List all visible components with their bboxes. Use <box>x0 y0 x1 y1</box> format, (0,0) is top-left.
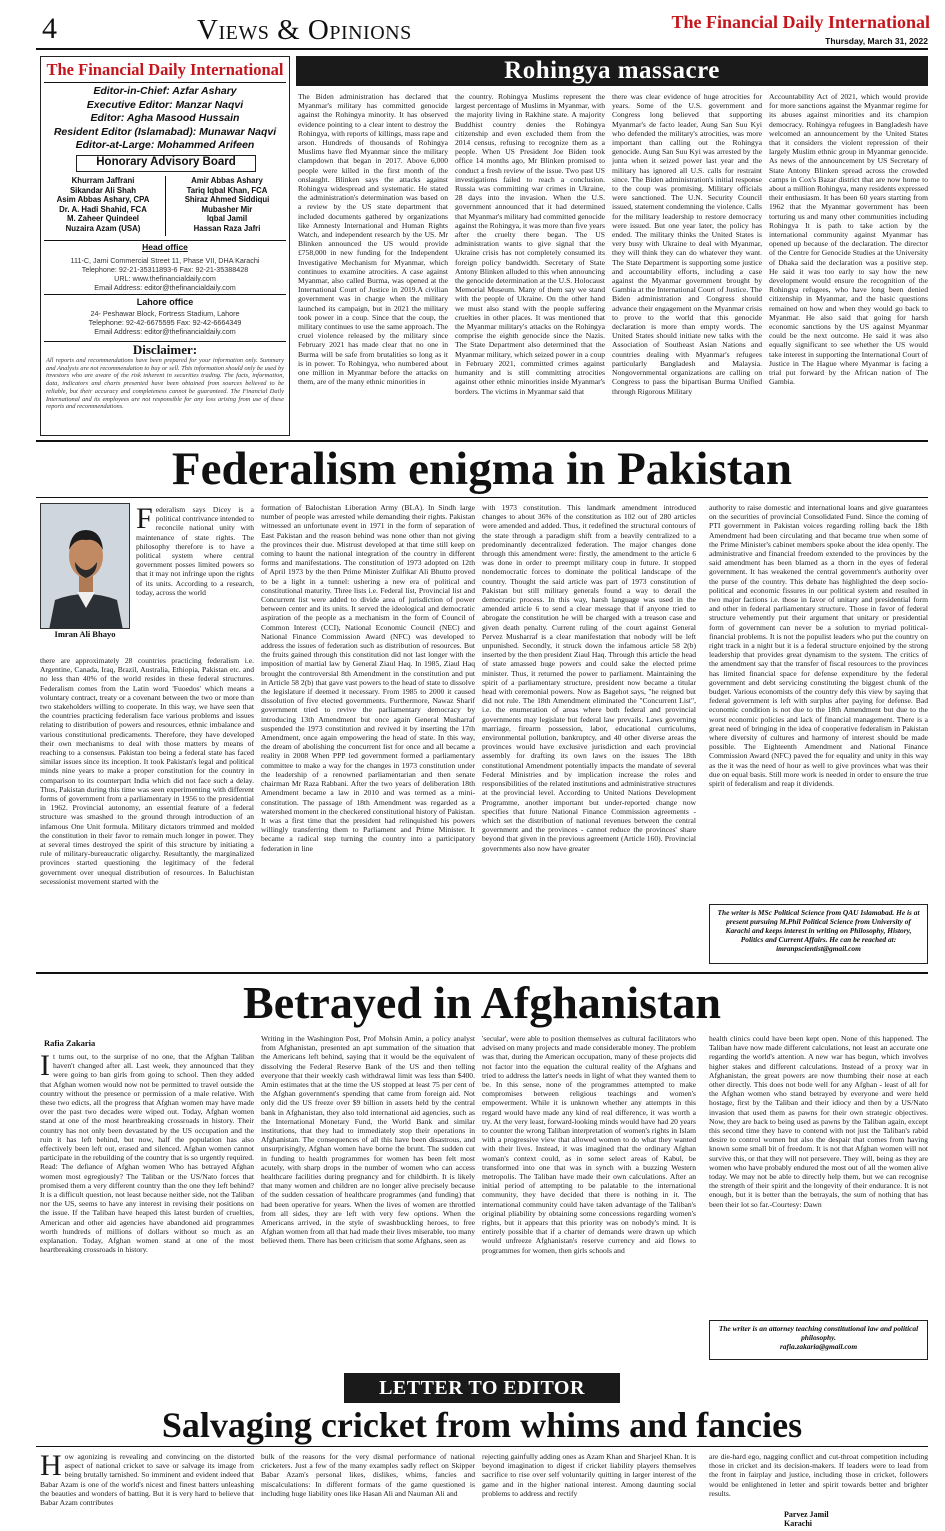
editorial-column <box>298 92 448 434</box>
editorial-paragraph: the country. Rohingya Muslims represent the largest percentage of Muslims in Myanmar, with the majority living in Rakhine state. A majority Buddhist country denies the Rohingya citizenship and even excluded them from the 2014 census, refusing to recognize them as a people. When US President Joe Biden took office 14 months ago, Mr Blinken promised to conduct a fresh review of the issue. Two past US investigations failed to reach a conclusion. Russia was committing war crimes in Ukraine, 28 days into the invasion. When the U.S. government announced that it had determined that Myanmar's military had committed genocide against the Rohingya, it was more than five years after the cruelty there began. The US administration wants to give signal that the Ukraine crisis has not completely consumed its foreign policy bandwidth. Secretary of State Antony Blinken alluded to this when announcing the genocide determination at the U.S. Holocaust Memorial Museum. Many of them say we stand with the people of Ukraine. On the other hand we must also stand with the people suffering cruelties in other places. It was mentioned that the Myanmar military's attacks on the Rohingya comprise the eighth genocide since the Nazis. The State Department also determined that the Myanmar military, which seized power in a coup in February 2021, committed crimes against humanity and is still committing atrocities against other ethnic minorities inside Myanmar's borders. The victims in Myanmar said that <box>455 92 605 396</box>
advisory-member: Amir Abbas Ashary <box>191 176 263 185</box>
letter-dropcap: H <box>40 1452 62 1482</box>
advisory-member: Nuzaira Azam (USA) <box>65 223 141 233</box>
lahore-office-line: 24- Peshawar Block, Fortress Stadium, Lahore <box>90 309 240 318</box>
federalism-intro-column <box>136 505 254 655</box>
section-rule <box>36 497 928 498</box>
page-number: 4 <box>42 12 57 45</box>
staff-list <box>44 85 286 153</box>
masthead-divider <box>44 240 286 241</box>
letter-city: Karachi <box>784 1519 812 1528</box>
editorial-column <box>455 92 605 434</box>
afghanistan-author-bio: The writer is an attorney teaching constitutional law and political philosophy. <box>718 1324 919 1342</box>
advisory-member: Khurram Jaffrani <box>71 176 135 185</box>
letter-paragraph: bulk of the reasons for the very dismal performance of national cricketers. Just a few of the many examples sadly reflect on Skipper Babar Azam's personal likes, dislikes, whims, fancies and miscalculations: In different formats of the game questioned is including huge liability ones like Hasan Ali and Nauman Ali and <box>261 1452 475 1498</box>
letter-paragraph: rejecting gainfully adding ones as Azam Khan and Sharjeel Khan. It is beyond imagination to digest if cricket liability players themselves sacrifice to rise over self voluntarily quitting in larger interest of the game and in the higher national interest. Among daunting social problems to address and rectify <box>482 1452 696 1498</box>
editorial-headline: Rohingya massacre <box>504 57 720 84</box>
head-office-url[interactable]: URL: www.thefinancialdaily.com <box>114 274 216 283</box>
federalism-intro-text: ederalism says Dicey is a political contrivance intended to reconcile national unity with maintenance of state rights. The philosophy therefore is to have a political system where central government posses limited powers so that it may not infringe upon the rights of its units. According to a research, today, across the world <box>136 505 254 597</box>
author-caption: Imran Ali Bhayo <box>54 629 116 639</box>
afghanistan-paragraph: Writing in the Washington Post, Prof Mohsin Amin, a policy analyst from Afghanistan, presented an apt summation of the situation that the Americans left behind, saying that it would be the equivalent of dissolving the Federal Reserve Bank of the US and then telling everyone that their weekly cash withdrawal limit was less than $400. Amin estimates that at the time the US stopped at least 75 per cent of the Afghan government's spending that came from foreign aid. Not only did the US freeze over $9 billion in assets held by the central bank in Afghanistan, they also told international aid agencies, such as the International Monetary Fund, the World Bank and similar institutions, that they had to immediately stop their operations in Afghanistan. The consequences of all this have been disastrous, and unsurprisingly, Afghan women have borne the brunt. The sudden cut in funding to health programmes for women has been felt most acutely, with sharp drops in the number of women who can access healthcare facilities during pregnancy and for childbirth. It is likely that many women and children are no longer alive precisely because of the sudden cessation of healthcare programmes (and funding) that had been operative for years. When the lives of women are throttled from all sides, they are left with very few options. When the Americans arrived, in the style of swashbuckling heroes, to free Afghan women from all that had made their lives miserable, too many believed them. There has been criticism that some Afghans, seen as <box>261 1034 475 1246</box>
federalism-dropcap: F <box>136 505 153 535</box>
advisory-member: Hassan Raza Jafri <box>193 223 261 233</box>
letter-headline: Salvaging cricket from whims and fancies <box>161 1405 803 1445</box>
federalism-paragraph: there are approximately 28 countries practicing federalism i.e. Argentine, Canada, Iraq, Brazil, Australia, Ethiopia, Pakistan etc. and no less than 40% of the world resides in these federal structures. Federalism comes from the Latin word 'Fuoedos' which means a voluntary contract, treaty or a covenant between the two or more than two stakeholders willing to cooperate. In this way, we have seen that the countries practicing federalism face various problems and issues relating to distribution of powers and resources, ethnic imbalance and various constitutional predicaments. Therefore, they have developed their own mechanisms to deal with those matters by means of reaching to a consensus. Pakistan too being a federal state has faced similar issues since its inception. It took Pakistan's legal and political minds nine years to make a proper constitution for the country in comparison to its counterpart India which did not face such a delay. Thus, Pakistan during this time was seen experimenting with different forms of government from a parliamentary in 1956 to the presidential in 1962. Provincial autonomy, an essential feature of a federal structure was smashed to the ground through introduction of an infamous One Unit formula. Military dictators trimmed and molded the constitution in their favor to remain much longer in power. They at several times destroyed the spirit of this structure by initiating a rule of military-bureaucratic oligarchy. Resultantly, the marginalized provinces started questioning the legitimacy of the federal government over unequal distribution of resources. In Baluchistan secessionist movement started with the <box>40 656 254 886</box>
lahore-office-email[interactable]: Email Address: editor@thefinancialdaily.com <box>94 327 236 336</box>
section-rule <box>36 972 928 974</box>
issue-date: Thursday, March 31, 2022 <box>825 36 928 46</box>
afghanistan-paragraph: 'secular', were able to position themselves as cultural facilitators who advised on many projects and made considerable money. The problem was that, during the American occupation, many of these projects did not factor into the equation the cultural reality of the Afghans and tried to address the latter's needs in light of what they wanted them to be. In this sense, none of the programmes attempted to make compromises between religious teachings and women's empowerment. While it is unknown whether any attempts in this regard would have made any kind of real difference, it was worth a try. At the very least, forward-looking minds would have had 20 years to counter the wrong Taliban interpretation of women's rights in Islam with a progressive view that allowed women to do what they wanted with their lives. Instead, it was imagined that the ordinary Afghan woman's context could, as in some select areas of Kabul, be transformed into one that was in synch with a buzzing Western metropolis. The Taliban have made their own calculations. After an initial period of attempting to be palatable to the international community, they have decided that there is nothing in it. The international community could have taken advantage of the Taliban's original pliability by obtaining some concessions regarding women's rights, but it appears that this priority was on nobody's mind. It is entirely possible that if a charter of demands were drawn up which would unfreeze Afghanistan's reserve currency and aid flows to programmes for women, then girls schools and <box>482 1034 696 1255</box>
section-title: Views & Opinions <box>197 14 412 46</box>
afghanistan-column <box>40 1052 254 1364</box>
afghanistan-column <box>709 1034 928 1310</box>
paper-name-header: The Financial Daily International <box>671 12 930 32</box>
head-office-line: 111-C, Jami Commercial Street 11, Phase VII, DHA Karachi <box>70 256 260 265</box>
masthead-divider <box>44 294 286 295</box>
advisory-member: M. Zaheer Quindeel <box>67 214 139 224</box>
advisory-title: Honorary Advisory Board <box>96 156 236 168</box>
staff-executive-editor: Executive Editor: Manzar Naqvi <box>86 98 244 111</box>
afghanistan-author-bio-box <box>709 1320 928 1360</box>
advisory-member: Asim Abbas Ashary, CPA <box>56 195 150 205</box>
head-office-address <box>44 256 286 292</box>
afghanistan-dropcap: I <box>40 1052 50 1082</box>
federalism-headline: Federalism enigma in Pakistan <box>171 443 793 495</box>
federalism-column <box>261 503 475 966</box>
advisory-member: Shiraz Ahmed Siddiqui <box>184 195 270 205</box>
federalism-author-bio-box <box>709 904 928 964</box>
advisory-member: Mubasher Mir <box>201 204 253 214</box>
lahore-office-title: Lahore office <box>136 297 194 307</box>
author-photo <box>40 503 130 629</box>
advisory-left-list <box>44 176 162 234</box>
letter-signature: Parvez Jamil <box>784 1510 829 1519</box>
editorial-column <box>612 92 762 434</box>
advisory-member: Iqbal Jamil <box>206 214 248 224</box>
letter-paragraph: are die-hard ego, nagging conflict and cut-throat competition including those in cricket and its decision-makers. If leaders were to lead from the front in fairplay and justice, including those in cricket, followers would be enlightened in letter and spirit towards better and brighter results. <box>709 1452 928 1498</box>
advisory-right-list <box>168 176 286 234</box>
afghanistan-paragraph: health clinics could have been kept open. None of this happened. The Taliban have now made different calculations, not least an accurate one regarding the world's attention. A new war has begun, which involves higher stakes and different calculations. Instead of a proxy war in Afghanistan, the great powers are now thumbing their nose at each other directly. This does not bode well for any Afghan - least of all for the Afghan women who stand betrayed by everyone and were held hostage, first by the Taliban and their idiocy and then by a US/Nato invasion that used them as pawns for their own strategic objectives. Now, they are back to being used as pawns by the Taliban again, except this second time they have to contend with not just the Taliban's rabid desire to control women but also the despair that comes from having known some small bit of freedom. It is not that Afghan women will not survive this, or that they will not persevere. They will, being as they are women who have probably endured the most out of all the women alive today. We may not be able to directly help them, but we can recognise the strength of their spirit and the longevity of their endurance. It is not enough, but it is better than the betrayals, the sum of nothing that has been their lot so far.-Courtesy: Dawn <box>709 1034 928 1209</box>
editorial-column <box>769 92 928 434</box>
afghanistan-paragraph: t turns out, to the surprise of no one, that the Afghan Taliban haven't changed after all. Last week, they announced that they were going to ban girls from going to school. Then they added that Afghan women would now not be permitted to travel outside the country without the presence or permission of a male relative. With these two edicts, all the progress that Afghan women may have made over the past two decades were wiped out. Today, Afghan women stand at one of the most heartbreaking crossroads in history. Their country has not only been devastated by the US occupation and the ruin it has left behind, but now, half the population has also effectively been left out, erased and silenced. Afghan women cannot participate in the rebuilding of the country that is so urgently required. Read: The defiance of Afghan women Who has betrayed Afghan women most egregiously? The Taliban or the US/Nato forces that promised them a very different country than the one they left behind? It is a difficult question, not least because neither side, not the Taliban nor the US, seems to have any interest in revising their positions on the issue. If the Taliban have heaped this latest burden of cruelties, American and other aid agencies have abandoned aid programmes worth hundreds of millions of dollars without so much as an explanation. Today, Afghan women stand at one of the most heartbreaking crossroads in history. <box>40 1052 254 1255</box>
header-rule <box>36 48 928 50</box>
staff-editor-at-large: Editor-at-Large: Mohammed Arifeen <box>75 139 255 151</box>
masthead-paper-name: The Financial Daily International <box>46 60 284 79</box>
afghanistan-author-email[interactable]: rafia.zakaria@gmail.com <box>779 1342 858 1351</box>
section-rule <box>36 1446 928 1447</box>
staff-resident-editor: Resident Editor (Islamabad): Munawar Naqvi <box>53 125 277 138</box>
lahore-office-address <box>44 309 286 336</box>
advisory-col-divider <box>165 176 166 236</box>
federalism-column <box>709 503 928 901</box>
letter-column <box>482 1452 696 1530</box>
advisory-member: Dr. A. Hadi Shahid, FCA <box>59 204 147 214</box>
letter-column <box>261 1452 475 1530</box>
federalism-author-email[interactable]: imranpscientist@gmail.com <box>776 944 861 953</box>
afghanistan-headline: Betrayed in Afghanistan <box>243 977 721 1028</box>
letter-column <box>40 1452 254 1530</box>
federalism-paragraph: authority to raise domestic and international loans and give guarantees on the securities of provincial Consolidated Fund. Since the coming of PTI government in Pakistan voices regarding rolling back the 18th Amendment had been circulating and that became true when some of the Prime Minister's cabinet members spoke about the idea openly. The administrative and financial freedom extended to the provinces by the said amendment has been blamed as a thorn in the eyes of federal government. It has weakened the central government's authority over the purse of the country. This debate has highlighted the deep socio-political and economic fissures in our political system and resulted in two major factions i.e. those in favor of unitary and presidential form and other in federal parliamentary structure. Those in favor of federal structure vehemently put their argument that unitary or presidential form of government can never be a solution to myriad political-financial problems. It is not the populist leaders who put the country on right track in a night but it is a federal structure enjoined by the strong leadership that provides great dynamism to the system. The critics of the amendment say that the transfer of fiscal resources to the provinces has limited financial space for defense expenditure by the federal government and debt servicing constituting the biggest chunk of the budget. Various economists of the country defy this view by saying that federal government is left with surplus after paying for defense. Bad economic condition is not due to the 18th Amendment but due to the worst economic policies and lack of financial management. There is a great need of bringing in the idea of cooperative federalism in Pakistan where diversity of cultures and harmony of interest should be made possible. The Eighteenth Amendment and National Finance Commission Award (NFC) paved the for equality and unity in this way as the it was the need of hour as well to give provinces what was their due on equal basis. Still more work is needed in order to ensure the true spirit of federalism and reap it dividends. <box>709 503 928 789</box>
disclaimer-title: Disclaimer: <box>132 342 198 357</box>
staff-editor-in-chief: Editor-in-Chief: Azfar Ashary <box>93 85 237 97</box>
federalism-paragraph: formation of Balochistan Liberation Army (BLA). In Sindh large number of people was arrested while demanding their rights. Pakistan witnessed an unfortunate event in 1971 in the form of separation of East Pakistan and the reason behind was none other than not giving the provinces their due. Mistrust developed at that time still keep on coming to haunt the national integration of the country in different forms and manifestations. The constitution of 1973 adopted on 12th of April 1973 by the then Prime Minister Zulfikar Ali Bhutto proved to be a light in a tunnel: ushering a new era of political and constitutional maturity. Three lists i.e. Federal list, Provincial list and Concurrent list were added to divide area of jurisdiction of power between center and its units. It served the ideological and democratic aspiration of the people as a mechanism in the form of Council of Common Interest (CCI), National Economic Council (NEC) and National Finance Commission Award (NFC) was developed to address the issues of federation such as distribution of resources. But the fruits gained through this constitution did not last longer with the imposition of martial law by General Ziaul Haq. In 1985, Ziaul Haq brought the controversial 8th Amendment in the constitution and put in Article 58 2(b) that gave vast powers to the head of state to dissolve the legislature if deemed it necessary. From 1985 to 2000 it caused dissolution of five elected governments. Furthermore, Nawaz Sharif government tried to revive the parliamentary democracy by introducing 13th Amendment but once again General Musharraf suspended the 1973 constitution and revived it by inserting the 17th Amendment, once again empowering the head of state. In this way, the dream of abolishing the concurrent list for once and all became a reality in 2008 When PPP led government formed a parliamentary committee to make a way for the changes in 1973 constitution under the leadership of a renowned parliamentarian and then senate chairman Mr Raza Rabbani. After the two years of deliberation 18th Amendment became a law in 2010 and was termed as a mini-constitution. The passage of 18th Amendment was regarded as a watershed moment in the checkered constitutional history of Pakistan. It was a first time that the president had relinquished his powers willingly transferring them to Parliament and Prime Minister. It became a radical step turning the country into a participatory federation in line <box>261 503 475 853</box>
letter-column <box>709 1452 928 1512</box>
federalism-column <box>40 656 254 966</box>
federalism-author-bio: The writer is MSc Political Science from QAU Islamabad. He is at present pursuing M.Phil Political Science from University of Karachi and keeps interest in writing on Philosophy, History, Politics and Current Affairs. He can be reached at: <box>717 908 920 944</box>
disclaimer-text: All reports and recommendations have been prepared for your information only. Summary and Analysis are not recommendation to buy or sell. This information should only be used by investors who are aware of the risk inherent in securities trading. The facts, information, data, indicators and charts presented have been obtained from sources believed to be reliable, but their accuracy and completeness cannot be guaranteed. The Financial Daily International and its employees are not responsible for any loss arising from use of these reports and recommendations. <box>46 357 284 411</box>
head-office-title: Head office <box>142 242 188 252</box>
author-portrait-icon <box>41 504 130 629</box>
editorial-paragraph: there was clear evidence of huge atrocities for years. Some of the U.S. government and Congress long believed that supporting Myanmar's de facto leader, Aung San Suu Kyi who defended the military's atrocities, was more important than calling out the Rohingya genocide. Aung San Suu Kyi was arrested by the junta when it seized power last year and the military has ignored all U.S. calls for restraint since. The Biden administration's initial response to the coup was promising. Military officials were sanctioned. The U.N. Security Council issued, statement condemning the violence. Calls for the military leadership to restore democracy were issued. But one year later, the policy has ended. The military thinks the United States is very busy with Ukraine to deal with Myanmar, they will think they can do whatever they want. The State Department is supporting some justice and accountability efforts, including a case against the Myanmar government brought by Gambia at the International Court of Justice. The Biden administration and Congress should advance their engagement on the Myanmar crisis to prove to the world that this genocide declaration is more than empty words. The United States should initiate new talks with the Association of Southeast Asian Nations and countries dealing with Myanmar's refugees particularly Bangladesh and Malaysia. Nongovernmental organizations are calling on Congress to pass the bipartisan Burma Unified through Rigorous Military <box>612 92 762 396</box>
afghanistan-column <box>482 1034 696 1364</box>
head-office-email[interactable]: Email Address: editor@thefinancialdaily.com <box>94 283 236 292</box>
afghanistan-column <box>261 1034 475 1364</box>
editorial-paragraph: The Biden administration has declared that Myanmar's military has committed genocide against the Rohingya minority. It has observed evidence pointing to a clear intent to destroy the Rohingya, with reports of killings, mass rape and arson. Hundreds of thousands of Rohingya Muslims have fled Myanmar since the military clampdown that began in 2017. Above 6,000 people were killed in the first month of the onslaught. Blinken says the attacks against Rohingya widespread and systematic. He stated the administration's determination was based on a review by the US state department that included documents gathered by organizations like Amnesty International and Human Rights Watch, and independent research by the US. Mr Blinken announced the US would provide £758,000 in new funding for the Independent Investigative Mechanism for Myanmar, which continues to examine atrocities. A case against Myanmar, also called Burma, was opened at the International Court of Justice in 2019.A civilian government was in charge when the military launched its campaign, but in 2021 the military took power in a coup. Since that the coup, the military continues to use the same approach. The cruel violence released by the military since February 2021 has made clear that no one in Burma will be safe from brutalities so long as it is in power. To Rohingya, who numbered about one million in Myanmar before the attacks on them, are of the many ethnic minorities in <box>298 92 448 387</box>
letter-banner-text: LETTER TO EDITOR <box>379 1377 585 1399</box>
editorial-paragraph: Accountability Act of 2021, which would provide for more sanctions against the Myanmar regime for its abuses against minorities and its champion democracy. Rohingya refugees in Bangladesh have welcomed an announcement by the United States that it considers the violent repression of their largely Muslim ethnic group in Myanmar genocide. As news of the announcement by US Secretary of State Antony Blinken spread across the crowded camps in Cox's Bazar district that are now home to about a million Rohingya, many residents expressed their enthusiasm. It has been 60 years starting from 1962 that the Myanmar government has been torturing us and many other communities including Rohingya It is path to take action by the international community against Myanmar has opened up because of the declaration. The director of the Centre for Genocide Studies at the University of Dhaka said the declaration was a positive step. He said it was too early to say how the new development would ensure the recognition of the Rohingya refugees, who have long been denied citizenship in Myanmar, and the basic questions remained on how and when they would go back to Myanmar. He also said that going for harsh economic sanctions by the US against Myanmar could be the next outcome. He said it was also equally significant to see whether the US would take interest in supporting the International Court of Justice in The Hague where Myanmar is facing a trial put forward by the African nation of The Gambia. <box>769 92 928 387</box>
head-office-line: Telephone: 92-21-35311893-6 Fax: 92-21-35388428 <box>81 265 249 274</box>
afghanistan-author: Rafia Zakaria <box>44 1038 96 1048</box>
masthead-divider <box>44 82 286 83</box>
federalism-paragraph: with 1973 constitution. This landmark amendment introduced changes to about 36% of the constitution as 102 out of 280 articles were amended and added. Thus, it redefined the structural contours of the state through a paradigm shift from a heavily centralized to a predominantly decentralized federation. The major changes done through this amendment were: firstly, the amendment to the article 6 was done in order to preempt military coup in future. It stopped nondemocratic forces to dominate the political landscape of the country. Thought the said article was part of 1973 constitution of Pakistan but still military generals found a way to derail the democratic process. In this way, harsh language was used in the amended article 6 to send a clear message that if anyone tried to abrogate the constitution he will be charged with a treason case and given death penalty. Current ruling of the court against General Pervez Musharraf is a clear manifestation that nobody will be left unpunished. Secondly, it struck down the infamous article 58 2(b) inserted by the then president Ziaul Haq. Through this article the head of state amassed huge powers and could sake the elected prime minister. Thus, it returned the power to parliament. Maintaining the spirit of a parliamentary structure, president now became a titular head with ceremonial powers. Now as Bagehot says, "he reigned but did not rule. The 18th Amendment eliminated the "Concurrent List", i.e. the enumeration of areas where both federal and provincial governments may legislate but federal law prevails. Laws governing marriage, firearm possession, labor, educational curriculums, environmental pollution, bankruptcy, and 40 other diverse areas the provinces would have exclusive jurisdiction and each provincial assembly for drafting its own laws on the issues The 18th constitutional Amendment potentially impacts the mandate of several Federal Ministries and by implication increase the roles and responsibilities of the related institutions and administrative structures at the provincial level. According to United Nations Development Programme, another important but under-reported change now specifies that future National Finance Commission agreements - which set the distribution of national revenues between the central government and the provinces - cannot reduce the provinces' share beyond that given in the previous agreement (Article 160). Provincial governments also now have greater <box>482 503 696 853</box>
advisory-member: Tariq Iqbal Khan, FCA <box>186 185 268 195</box>
letter-paragraph: ow agonizing is revealing and convincing on the distorted aspect of national cricket to save or salvage its image from being brutally tarnished. So imminent and evident indeed that Babar Azam is one of the world's nicest and finest batters unleashing the beauties and wonders of batting. But it is very hard to believe that Babar Azam contributes <box>40 1452 254 1508</box>
staff-editor: Editor: Agha Masood Hussain <box>90 112 240 124</box>
lahore-office-line: Telephone: 92-42-6675595 Fax: 92-42-6664349 <box>88 318 242 327</box>
advisory-member: Sikandar Ali Shah <box>69 185 136 195</box>
federalism-column <box>482 503 696 966</box>
